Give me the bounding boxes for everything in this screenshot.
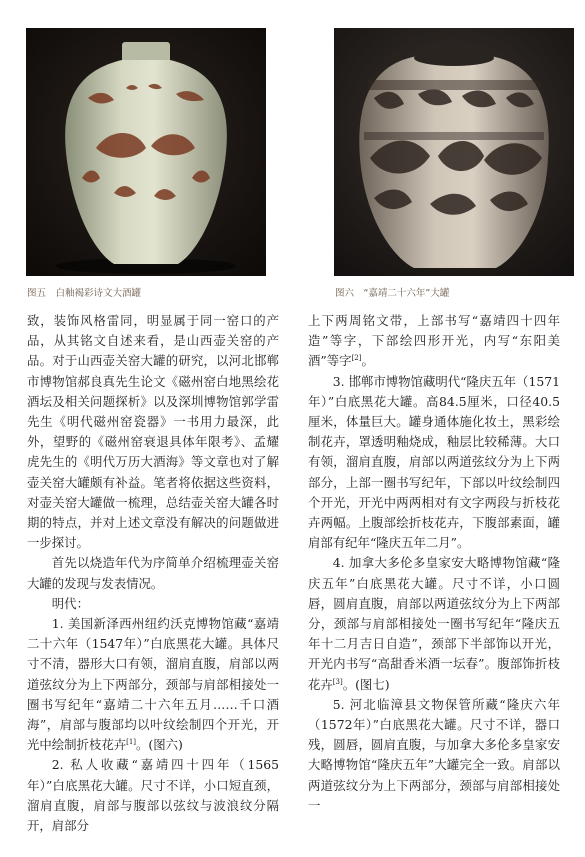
figure-5-photo <box>26 28 266 276</box>
footnote-ref: [3] <box>332 677 343 686</box>
paragraph: 4. 加拿大多伦多皇家安大略博物馆藏“隆庆五年”白底黑花大罐。尺寸不详，小口圆唇，圆肩直腹，肩部以两道弦纹分为上下两部分，颈部与肩部相接处一圈书写纪年“隆庆五年十二月吉日自造”，颈部下半部饰以开光，开光内书写“高甜香米酒一坛春”。腹部饰折枝花卉[3]。(图七) <box>308 555 560 692</box>
right-text-column <box>308 311 560 847</box>
paragraph: 首先以烧造年代为序简单介绍梳理壶关窑大罐的发现与发表情况。 <box>27 555 279 591</box>
footnote-ref: [1] <box>126 738 137 747</box>
left-text-column <box>27 311 279 847</box>
paragraph: 明代： <box>51 595 89 611</box>
footnote-ref: [2] <box>351 354 362 363</box>
paragraph: 3. 邯郸市博物馆藏明代“隆庆五年（1571年）”白底黑花大罐。高84.5厘米，口径40.5厘米，体量巨大。罐身通体施化妆土，黑彩绘制花卉，罩透明釉烧成，釉层比较稀薄。大口有领，溜肩直腹，肩部以两道弦纹分为上下两部分，上部一圈书写纪年，下部以叶纹绘制四个开光，开光中两两相对有文字两段与折枝花卉两幅。上腹部绘折枝花卉，下腹部素面，罐肩部有纪年“隆庆五年二月”。 <box>308 373 560 551</box>
figure-6-caption: 图六 “嘉靖二十六年”大罐 <box>335 288 450 299</box>
paragraph: 5. 河北临漳县文物保管所藏“隆庆六年（1572年）”白底黑花大罐。尺寸不详，器口残，圆唇，圆肩直腹，与加拿大多伦多皇家安大略博物馆“隆庆五年”大罐完全一致。肩部以两道弦纹分为上下两部分，颈部与肩部相接处一 <box>308 696 560 813</box>
paragraph: 致，装饰风格雷同，明显属于同一窑口的产品，从其铭文自述来看，是山西壶关窑的产品。对于山西壶关窑大罐的研究，以河北邯郸市博物馆郝良真先生论文《磁州窑白地黑绘花酒坛及相关问题探析》以及深圳博物馆郭学雷先生《明代磁州窑瓷器》一书用力最深，此外，望野的《磁州窑衰退具体年限考》、孟耀虎先生的《明代万历大酒海》等文章也对了解壶关窑大罐颇有补益。笔者将依据这些资料，对壶关窑大罐做一梳理，总结壶关窑大罐各时期的特点，并对上述文章没有解决的问题做进一步探讨。 <box>27 313 279 551</box>
paragraph: 上下两周铭文带，上部书写“嘉靖四十四年造”等字，下部绘四形开光，内写“东阳美酒”等字[2]。 <box>308 313 560 369</box>
paragraph: 2. 私人收藏“嘉靖四十四年（1565年）”白底黑花大罐。尺寸不详，小口短直颈，溜肩直腹，肩部与腹部以弦纹与波浪纹分隔开，肩部分 <box>27 757 279 834</box>
figure-6-photo <box>334 28 574 276</box>
figure-5-caption: 图五 白釉褐彩诗文大酒罐 <box>27 288 142 299</box>
paragraph: 1. 美国新泽西州纽约沃克博物馆藏“嘉靖二十六年（1547年）”白底黑花大罐。具体尺寸不清，器形大口有领，溜肩直腹，肩部以两道弦纹分为上下两部分，颈部与肩部相接处一圈书写纪年“嘉靖二十六年五月……千口酒海”，肩部与腹部均以叶纹绘制四个开光，开光中绘制折枝花卉[1]。(图六) <box>27 616 279 753</box>
